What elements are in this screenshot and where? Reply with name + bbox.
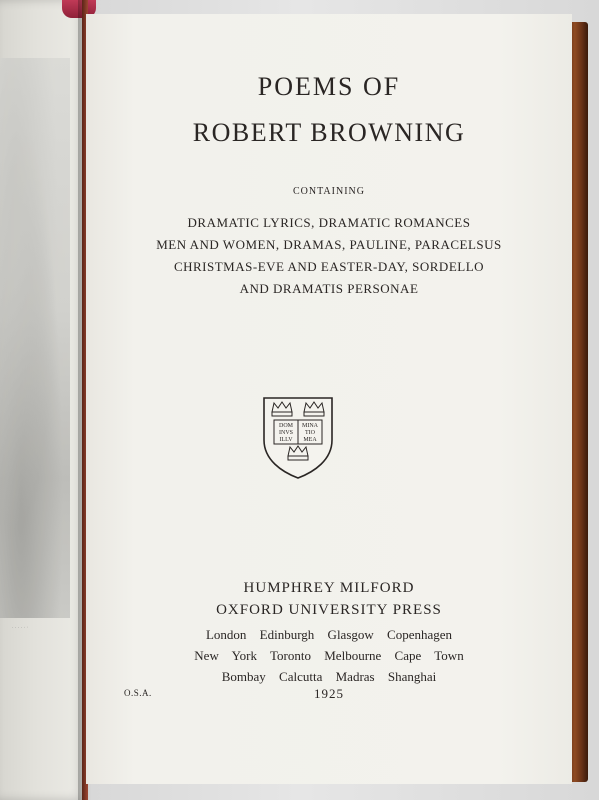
contents-line: DRAMATIC LYRICS, DRAMATIC ROMANCES xyxy=(187,215,471,230)
crest-text: TIO xyxy=(305,430,315,436)
frontispiece-portrait xyxy=(0,58,70,618)
title-line-2: ROBERT BROWNING xyxy=(192,118,466,147)
publication-year: 1925 xyxy=(314,686,344,701)
crest-text: ILLV xyxy=(279,437,293,443)
crest-text: INVS xyxy=(278,430,294,436)
contents-line: AND DRAMATIS PERSONAE xyxy=(239,281,419,296)
oxford-university-crest xyxy=(262,396,334,480)
crest-text: MINA xyxy=(302,423,318,429)
press-name: OXFORD UNIVERSITY PRESS xyxy=(216,602,442,618)
title-line-1: POEMS OF xyxy=(257,72,401,101)
contents-list xyxy=(86,212,572,300)
frontispiece-caption-fragment: · · · · · · xyxy=(11,625,29,632)
cities-line: London Edinburgh Glasgow Copenhagen xyxy=(205,627,453,642)
crest-text: MEA xyxy=(303,437,317,443)
cities-line: New York Toronto Melbourne Cape Town xyxy=(194,648,464,663)
cities-list xyxy=(86,624,572,687)
publisher-name: HUMPHREY MILFORD xyxy=(243,580,415,596)
title-page xyxy=(86,14,572,784)
printer-mark: O.S.A. xyxy=(124,688,152,698)
containing-label: CONTAINING xyxy=(293,186,365,197)
cities-line: Bombay Calcutta Madras Shanghai xyxy=(221,669,437,684)
contents-line: CHRISTMAS-EVE AND EASTER-DAY, SORDELLO xyxy=(173,259,485,274)
crest-text: DOM xyxy=(278,423,294,429)
contents-line: MEN AND WOMEN, DRAMAS, PAULINE, PARACELSUS xyxy=(156,237,502,252)
facing-page xyxy=(0,0,86,800)
